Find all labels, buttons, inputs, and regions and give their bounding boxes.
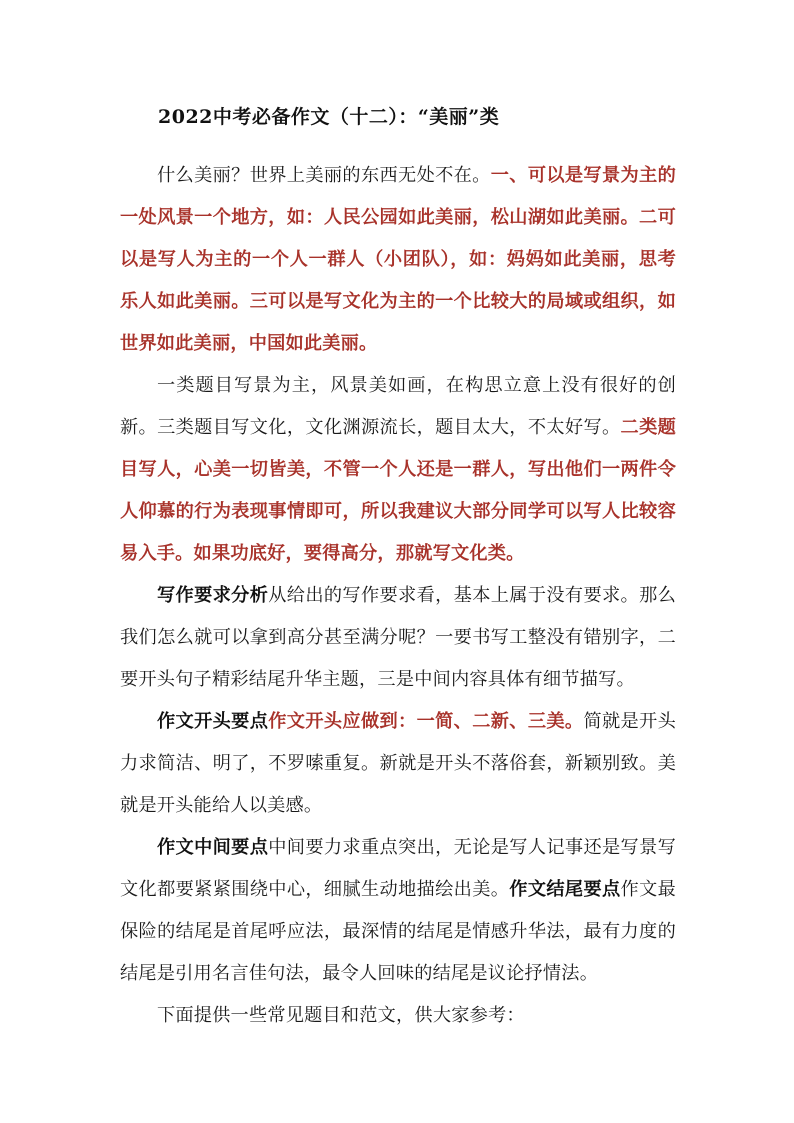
- text-plain: 中间要力求重点突出，无论是写人记事还是写景写文化都要紧紧围绕中心，细腻生动地描绘出美。: [120, 837, 676, 900]
- heading-middle-tips: 作文中间要点: [157, 837, 269, 858]
- paragraph-topic-types: [120, 365, 676, 575]
- text-plain: 简就是开头力求简洁、明了，不罗嗦重复。新就是开头不落俗套，新颖别致。美就是开头能给人以美感。: [120, 711, 676, 816]
- text-plain: 下面提供一些常见题目和范文，供大家参考：: [157, 1005, 525, 1026]
- paragraph-opening-tips: [120, 701, 676, 827]
- text-plain: 从给出的写作要求看，基本上属于没有要求。那么我们怎么就可以拿到高分甚至满分呢？一要书写工整没有错别字，二要开头句子精彩结尾升华主题，三是中间内容具体有细节描写。: [120, 585, 676, 690]
- text-red-highlight: 二类题目写人，心美一切皆美，不管一个人还是一群人，写出他们一两件令人仰慕的行为表现事情即可，所以我建议大部分同学可以写人比较容易入手。如果功底好，要得高分，那就写文化类。: [120, 417, 676, 564]
- heading-requirement-analysis: 写作要求分析: [157, 585, 269, 606]
- text-red-highlight: 作文开头应做到：一简、二新、三美。: [268, 711, 584, 732]
- text-red-highlight: 一、可以是写景为主的一处风景一个地方，如：人民公园如此美丽，松山湖如此美丽。二可以是写人为主的一个人一群人（小团队），如：妈妈如此美丽，思考乐人如此美丽。三可以是写文化为主的一个比较大的局域或组织，如世界如此美丽，中国如此美丽。: [120, 165, 676, 354]
- paragraph-middle-ending-tips: [120, 827, 676, 995]
- text-plain: 一类题目写景为主，风景美如画，在构思立意上没有很好的创新。三类题目写文化，文化渊源流长，题目太大，不太好写。: [120, 375, 676, 438]
- heading-ending-tips: 作文结尾要点: [509, 879, 621, 900]
- heading-opening-tips: 作文开头要点: [157, 711, 269, 732]
- document-title: 2022中考必备作文（十二）：“美丽”类: [158, 106, 500, 128]
- paragraph-intro: [120, 155, 676, 365]
- paragraph-requirement-analysis: [120, 575, 676, 701]
- paragraph-closing: [120, 995, 676, 1037]
- text-plain: 作文最保险的结尾是首尾呼应法，最深情的结尾是情感升华法，最有力度的结尾是引用名言佳句法，最令人回味的结尾是议论抒情法。: [120, 879, 676, 984]
- text-plain: 什么美丽？世界上美丽的东西无处不在。: [157, 165, 491, 186]
